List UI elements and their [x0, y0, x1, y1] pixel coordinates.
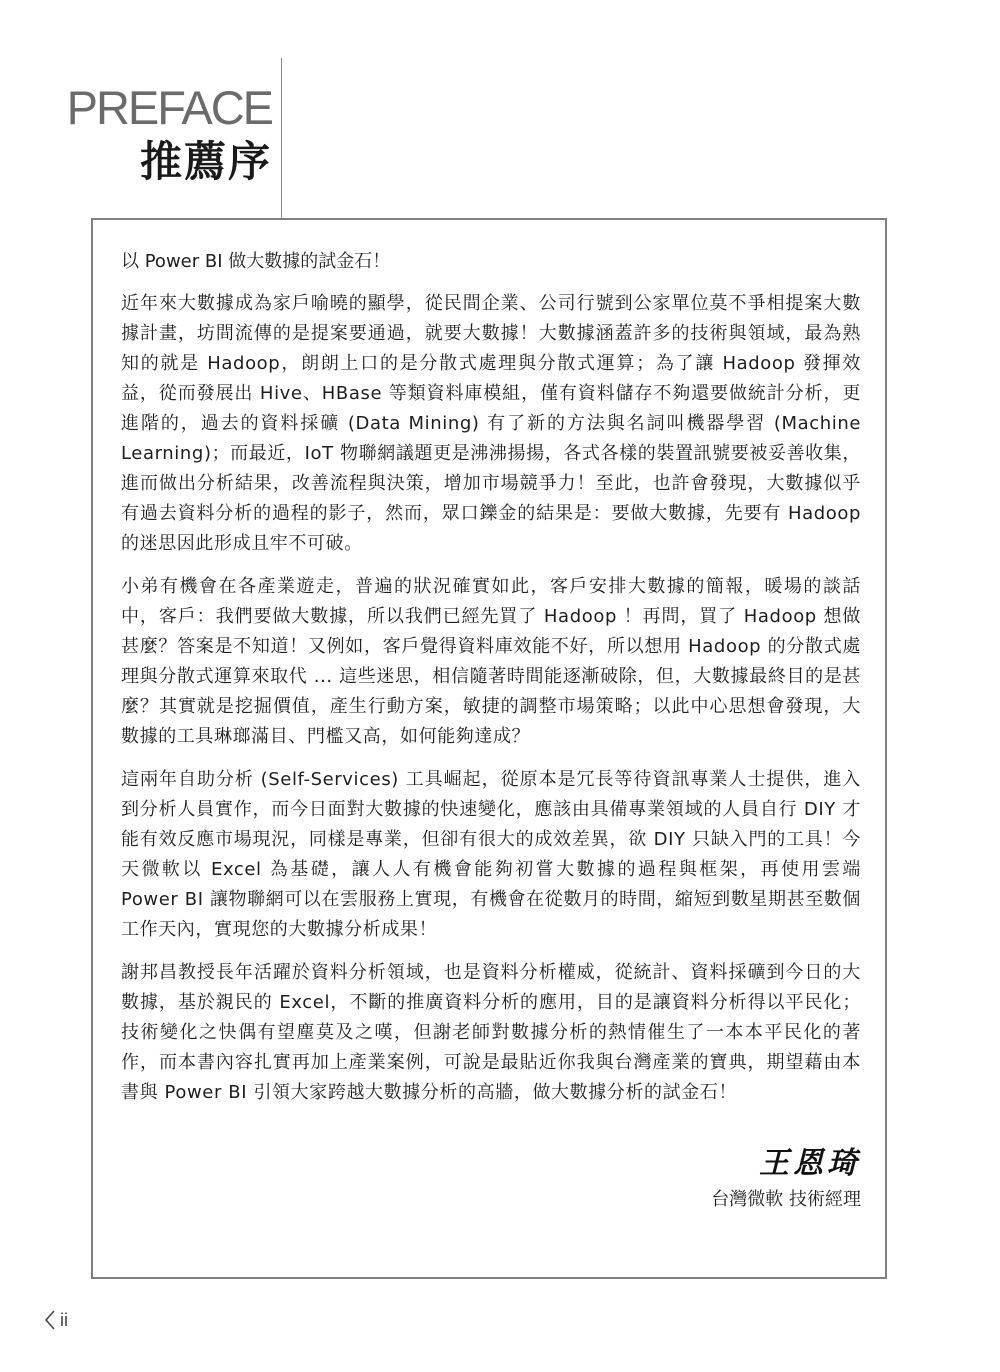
signature-block — [711, 1144, 861, 1214]
signature-title: 台灣微軟 技術經理 — [711, 1189, 861, 1210]
signature-name: 王恩琦 — [759, 1146, 861, 1181]
preface-paragraph-1: 近年來大數據成為家戶喻曉的顯學，從民間企業、公司行號到公家單位莫不爭相提案大數據計畫，坊間流傳的是提案要通過，就要大數據！大數據涵蓋許多的技術與領域，最為熟知的就是 Hadoop，朗朗上口的是分散式處理與分散式運算；為了讓 Hadoop 發揮效益，從而發展出 Hive、HBase 等類資料庫模組，僅有資料儲存不夠還要做統計分析，更進階的，過去的資料採礦 (Data Mining) 有了新的方法與名詞叫機器學習 (Machine Learning)；而最近，IoT 物聯網議題更是沸沸揚揚，各式各樣的裝置訊號要被妥善收集，進而做出分析結果，改善流程與決策，增加市場競爭力！至此，也許會發現，大數據似乎有過去資料分析的過程的影子，然而，眾口鑠金的結果是：要做大數據，先要有 Hadoop 的迷思因此形成且牢不可破。 — [121, 293, 861, 554]
page-footer — [44, 1308, 68, 1332]
preface-paragraph-4: 謝邦昌教授長年活躍於資料分析領域，也是資料分析權威，從統計、資料採礦到今日的大數據，基於親民的 Excel，不斷的推廣資料分析的應用，目的是讓資料分析得以平民化；技術變化之快偶有望塵莫及之嘆，但謝老師對數據分析的熱情催生了一本本平民化的著作，而本書內容扎實再加上產業案例，可說是最貼近你我與台灣產業的寶典，期望藉由本書與 Power BI 引領大家跨越大數據分析的高牆，做大數據分析的試金石！ — [121, 962, 861, 1103]
chevron-left-icon — [44, 1309, 56, 1331]
preface-body — [121, 247, 861, 1121]
title-english: PREFACE — [66, 81, 272, 134]
preface-content-box — [91, 218, 887, 1279]
preface-heading: 以 Power BI 做大數據的試金石！ — [121, 251, 391, 272]
preface-paragraph-2: 小弟有機會在各產業遊走，普遍的狀況確實如此，客戶安排大數據的簡報，暖場的談話中，客戶：我們要做大數據，所以我們已經先買了 Hadoop ！再問，買了 Hadoop 想做甚麼？答案是不知道！又例如，客戶覺得資料庫效能不好，所以想用 Hadoop 的分散式處理與分散式運算來取代 ... 這些迷思，相信隨著時間能逐漸破除，但，大數據最終目的是甚麼？其實就是挖掘價值，產生行動方案，敏捷的調整市場策略；以此中心思想會發現，大數據的工具琳瑯滿目、門檻又高，如何能夠達成？ — [121, 576, 861, 747]
page-header — [0, 0, 1000, 220]
title-chinese: 推薦序 — [139, 137, 272, 186]
title-divider — [281, 58, 282, 220]
preface-paragraph-3: 這兩年自助分析 (Self-Services) 工具崛起，從原本是冗長等待資訊專業人士提供，進入到分析人員實作，而今日面對大數據的快速變化，應該由具備專業領域的人員自行 DIY 才能有效反應市場現況，同樣是專業，但卻有很大的成效差異，欲 DIY 只缺入門的工具！今天微軟以 Excel 為基礎，讓人人有機會能夠初嘗大數據的過程與框架，再使用雲端 Power BI 讓物聯網可以在雲服務上實現，有機會在從數月的時間，縮短到數星期甚至數個工作天內，實現您的大數據分析成果！ — [121, 769, 861, 940]
page-number: ii — [60, 1310, 68, 1330]
